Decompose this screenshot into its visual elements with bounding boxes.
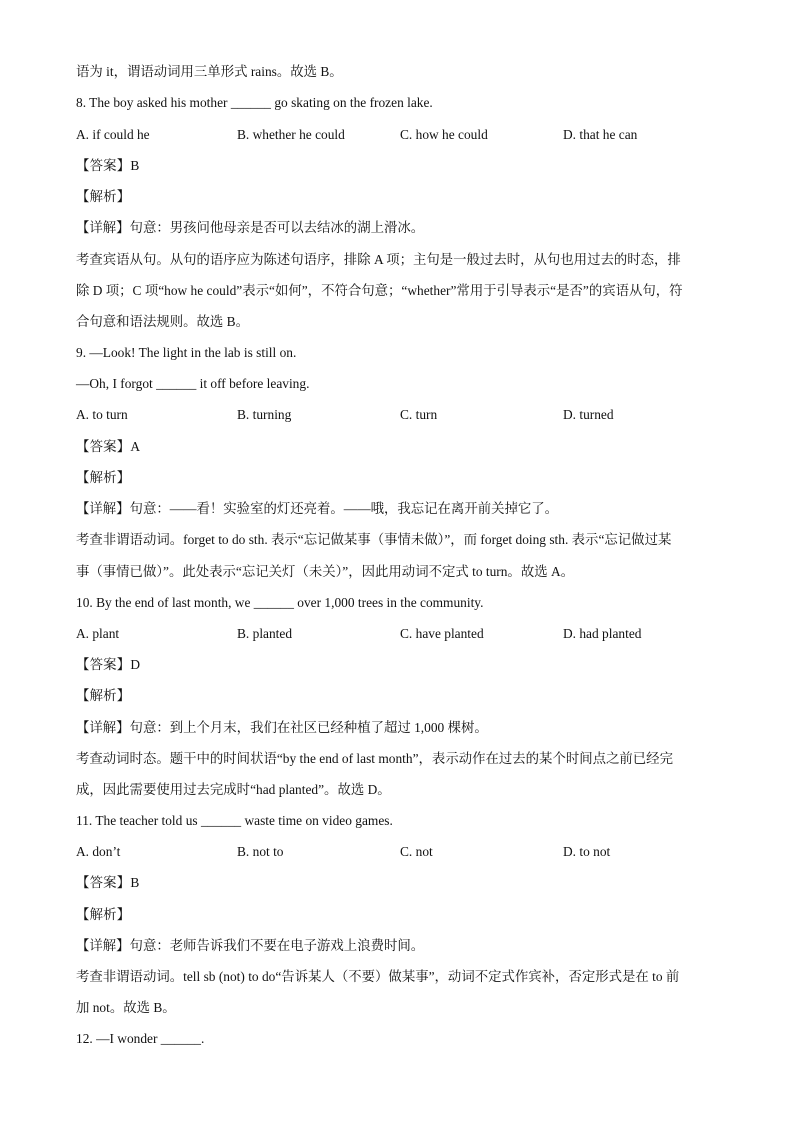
question-9-stem: 9. —Look! The light in the lab is still on. <box>76 345 297 360</box>
question-11-option-c: C. not <box>400 844 433 859</box>
question-11-option-a: A. don’t <box>76 844 121 859</box>
question-11-explanation-line-1: 考查非谓语动词。tell sb (not) to do“告诉某人（不要）做某事”，动词不定式作宾补，否定形式是在 to 前 <box>76 969 680 984</box>
question-12-stem: 12. —I wonder ______. <box>76 1031 205 1046</box>
question-10-explanation-line-2: 成，因此需要使用过去完成时“had planted”。故选 D。 <box>76 782 391 797</box>
question-9-explanation-line-1: 考查非谓语动词。forget to do sth. 表示“忘记做某事（事情未做）”，而 forget doing sth. 表示“忘记做过某 <box>76 532 672 547</box>
question-11-explanation-line-2: 加 not。故选 B。 <box>76 1000 176 1015</box>
question-8-explanation-line-3: 合句意和语法规则。故选 B。 <box>76 314 249 329</box>
question-8-detail: 【详解】句意：男孩问他母亲是否可以去结冰的湖上滑冰。 <box>76 220 425 235</box>
question-9-option-b: B. turning <box>237 407 292 422</box>
question-9-option-d: D. turned <box>563 407 614 422</box>
question-8-option-d: D. that he can <box>563 127 638 142</box>
question-10-option-b: B. planted <box>237 626 293 641</box>
question-10-option-d: D. had planted <box>563 626 642 641</box>
question-8-answer: 【答案】B <box>76 158 140 173</box>
question-9-option-c: C. turn <box>400 407 438 422</box>
question-9-answer: 【答案】A <box>76 439 141 454</box>
question-9-detail: 【详解】句意：——看！实验室的灯还亮着。——哦，我忘记在离开前关掉它了。 <box>76 501 559 516</box>
question-9-analysis-label: 【解析】 <box>76 470 131 485</box>
question-8-analysis-label: 【解析】 <box>76 189 131 204</box>
question-10-detail: 【详解】句意：到上个月末，我们在社区已经种植了超过 1,000 棵树。 <box>76 720 488 735</box>
question-10-option-c: C. have planted <box>400 626 484 641</box>
question-8-stem: 8. The boy asked his mother ______ go skating on the frozen lake. <box>76 95 433 110</box>
question-11-detail: 【详解】句意：老师告诉我们不要在电子游戏上浪费时间。 <box>76 938 425 953</box>
question-11-option-b: B. not to <box>237 844 284 859</box>
intro-line: 语为 it，谓语动词用三单形式 rains。故选 B。 <box>76 64 343 79</box>
question-10-option-a: A. plant <box>76 626 120 641</box>
question-8-option-a: A. if could he <box>76 127 150 142</box>
question-8-option-c: C. how he could <box>400 127 488 142</box>
question-9-explanation-line-2: 事（事情已做）”。此处表示“忘记关灯（未关）”，因此用动词不定式 to turn。故选 A。 <box>76 564 575 579</box>
question-10-analysis-label: 【解析】 <box>76 688 131 703</box>
question-10-answer: 【答案】D <box>76 657 141 672</box>
question-11-analysis-label: 【解析】 <box>76 907 131 922</box>
question-8-explanation-line-2: 除 D 项；C 项“how he could”表示“如何”，不符合句意；“whether”常用于引导表示“是否”的宾语从句，符 <box>76 283 683 298</box>
question-11-option-d: D. to not <box>563 844 611 859</box>
question-11-answer: 【答案】B <box>76 875 140 890</box>
question-8-explanation-line-1: 考查宾语从句。从句的语序应为陈述句语序，排除 A 项；主句是一般过去时，从句也用过去的时态，排 <box>76 252 681 267</box>
question-8-option-b: B. whether he could <box>237 127 345 142</box>
question-11-stem: 11. The teacher told us ______ waste time on video games. <box>76 813 393 828</box>
question-10-stem: 10. By the end of last month, we ______ over 1,000 trees in the community. <box>76 595 484 610</box>
question-9-stem-reply: —Oh, I forgot ______ it off before leaving. <box>76 376 310 391</box>
question-10-explanation-line-1: 考查动词时态。题干中的时间状语“by the end of last month”，表示动作在过去的某个时间点之前已经完 <box>76 751 673 766</box>
question-9-option-a: A. to turn <box>76 407 128 422</box>
